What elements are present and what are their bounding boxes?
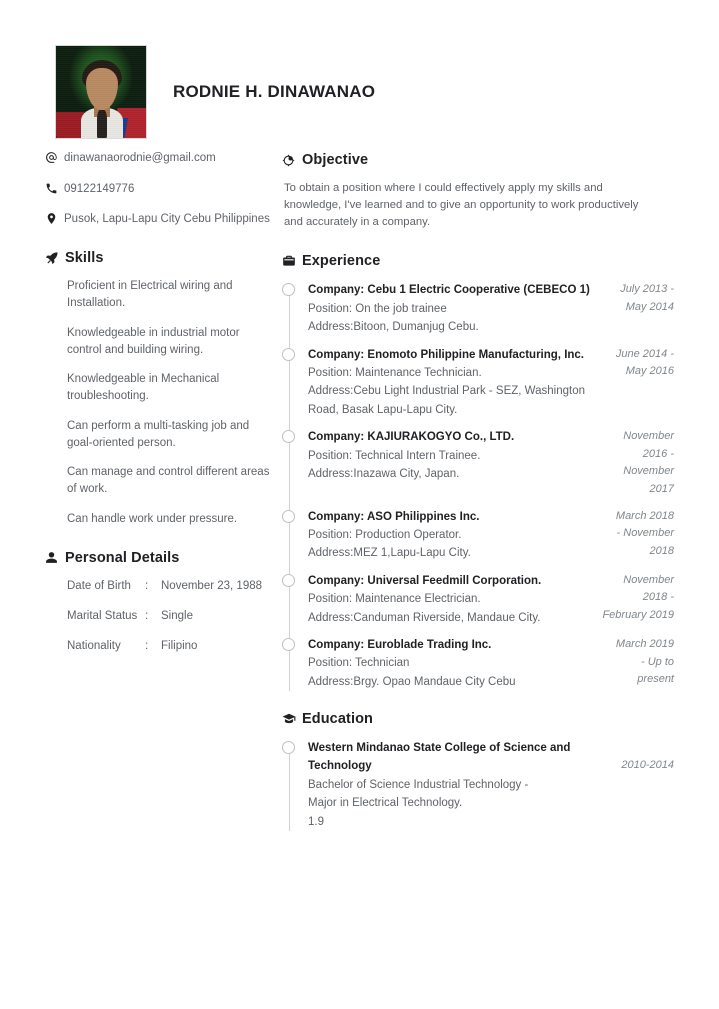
skills-list bbox=[45, 278, 277, 528]
photo-grain-overlay bbox=[56, 46, 146, 138]
experience-address: Address:Brgy. Opao Mandaue City Cebu bbox=[308, 675, 516, 688]
experience-date: November 2018 - February 2019 bbox=[602, 573, 674, 621]
experience-date: March 2019 - Up to present bbox=[615, 637, 674, 686]
skills-section-header bbox=[45, 250, 277, 266]
map-pin-icon bbox=[45, 211, 64, 225]
personal-detail-value: November 23, 1988 bbox=[161, 579, 263, 592]
education-timeline bbox=[282, 739, 674, 831]
personal-detail-value: Single bbox=[161, 609, 193, 622]
person-icon bbox=[45, 551, 65, 564]
experience-position: Position: On the job trainee bbox=[308, 302, 447, 315]
personal-detail-separator: : bbox=[145, 609, 149, 622]
personal-detail-separator: : bbox=[145, 579, 149, 592]
personal-details-title: Personal Details bbox=[65, 549, 180, 566]
experience-company: Company: ASO Philippines Inc. bbox=[308, 510, 480, 523]
personal-detail-row bbox=[67, 638, 277, 654]
experience-item bbox=[308, 281, 674, 336]
objective-title: Objective bbox=[302, 152, 369, 168]
education-degree: Bachelor of Science Industrial Technology - Major in Electrical Technology. bbox=[308, 778, 529, 810]
contact-email-row bbox=[45, 150, 277, 167]
at-icon bbox=[45, 150, 64, 164]
personal-detail-label: Marital Status bbox=[67, 609, 138, 622]
experience-position: Position: Technician bbox=[308, 657, 410, 670]
right-column bbox=[282, 152, 674, 840]
contact-phone-row bbox=[45, 181, 277, 198]
left-column bbox=[45, 150, 277, 668]
contact-phone-value: 09122149776 bbox=[64, 182, 135, 195]
personal-detail-label: Date of Birth bbox=[67, 579, 131, 592]
skill-item: Can manage and control different areas of work. bbox=[67, 466, 270, 496]
experience-title: Experience bbox=[302, 253, 381, 270]
phone-icon bbox=[45, 181, 64, 195]
resume-header bbox=[55, 45, 375, 139]
experience-company: Company: Enomoto Philippine Manufacturing, Inc. bbox=[308, 348, 584, 361]
contact-email-value: dinawanaorodnie@gmail.com bbox=[64, 152, 216, 164]
experience-address: Address:Cebu Light Industrial Park - SEZ, Washington Road, Basak Lapu-Lapu City. bbox=[308, 385, 585, 416]
skill-item: Knowledgeable in Mechanical troubleshooting. bbox=[67, 373, 220, 403]
experience-date: July 2013 - May 2014 bbox=[620, 283, 674, 314]
personal-detail-separator: : bbox=[145, 639, 149, 652]
experience-date: June 2014 - May 2016 bbox=[615, 347, 674, 378]
personal-detail-row bbox=[67, 608, 277, 624]
experience-item bbox=[308, 572, 674, 627]
experience-date: November 2016 - November 2017 bbox=[623, 430, 674, 495]
skill-item: Proficient in Electrical wiring and Installation. bbox=[67, 280, 233, 310]
education-section-header bbox=[282, 711, 674, 727]
experience-section-header bbox=[282, 253, 674, 269]
contact-address-value: Pusok, Lapu-Lapu City Cebu Philippines bbox=[64, 213, 270, 226]
education-item bbox=[308, 739, 674, 831]
education-school: Western Mindanao State College of Science and Technology bbox=[308, 742, 571, 773]
profile-photo bbox=[55, 45, 147, 139]
objective-section-header bbox=[282, 152, 674, 168]
contact-address-row bbox=[45, 211, 277, 228]
experience-address: Address:Inazawa City, Japan. bbox=[308, 467, 460, 480]
skill-item: Can perform a multi-tasking job and goal-oriented person. bbox=[67, 419, 250, 449]
personal-details-list bbox=[45, 578, 277, 654]
experience-company: Company: Universal Feedmill Corporation. bbox=[308, 574, 542, 587]
experience-address: Address:MEZ 1,Lapu-Lapu City. bbox=[308, 547, 471, 560]
skills-title: Skills bbox=[65, 250, 104, 267]
briefcase-icon bbox=[282, 254, 302, 268]
experience-company: Company: Euroblade Trading Inc. bbox=[308, 638, 492, 651]
personal-details-section-header bbox=[45, 550, 277, 566]
education-title: Education bbox=[302, 711, 373, 728]
experience-position: Position: Production Operator. bbox=[308, 528, 462, 541]
experience-item bbox=[308, 346, 674, 420]
experience-address: Address:Bitoon, Dumanjug Cebu. bbox=[308, 321, 479, 334]
experience-company: Company: Cebu 1 Electric Cooperative (CEBECO 1) bbox=[308, 284, 590, 297]
skill-item: Can handle work under pressure. bbox=[67, 512, 238, 525]
personal-detail-label: Nationality bbox=[67, 639, 121, 652]
rocket-icon bbox=[45, 251, 65, 265]
target-icon bbox=[282, 154, 302, 167]
experience-position: Position: Technical Intern Trainee. bbox=[308, 449, 481, 462]
experience-item bbox=[308, 636, 674, 691]
personal-detail-row bbox=[67, 578, 277, 594]
experience-company: Company: KAJIURAKOGYO Co., LTD. bbox=[308, 431, 515, 444]
skill-item: Knowledgeable in industrial motor control and building wiring. bbox=[67, 326, 240, 356]
experience-timeline bbox=[282, 281, 674, 691]
experience-item bbox=[308, 508, 674, 563]
personal-detail-value: Filipino bbox=[161, 639, 198, 652]
page-title: RODNIE H. DINAWANAO bbox=[173, 82, 376, 101]
experience-address: Address:Canduman Riverside, Mandaue City. bbox=[308, 611, 541, 624]
education-grade: 1.9 bbox=[308, 815, 324, 828]
experience-position: Position: Maintenance Electrician. bbox=[308, 593, 481, 606]
experience-item bbox=[308, 428, 674, 498]
experience-position: Position: Maintenance Technician. bbox=[308, 367, 482, 380]
education-date: 2010-2014 bbox=[621, 759, 674, 772]
graduation-cap-icon bbox=[282, 712, 302, 726]
experience-date: March 2018 - November 2018 bbox=[615, 509, 674, 557]
objective-text: To obtain a position where I could effectively apply my skills and knowledge, I've learned and to give an opportunity to work productively and accurately in a company. bbox=[284, 182, 639, 229]
